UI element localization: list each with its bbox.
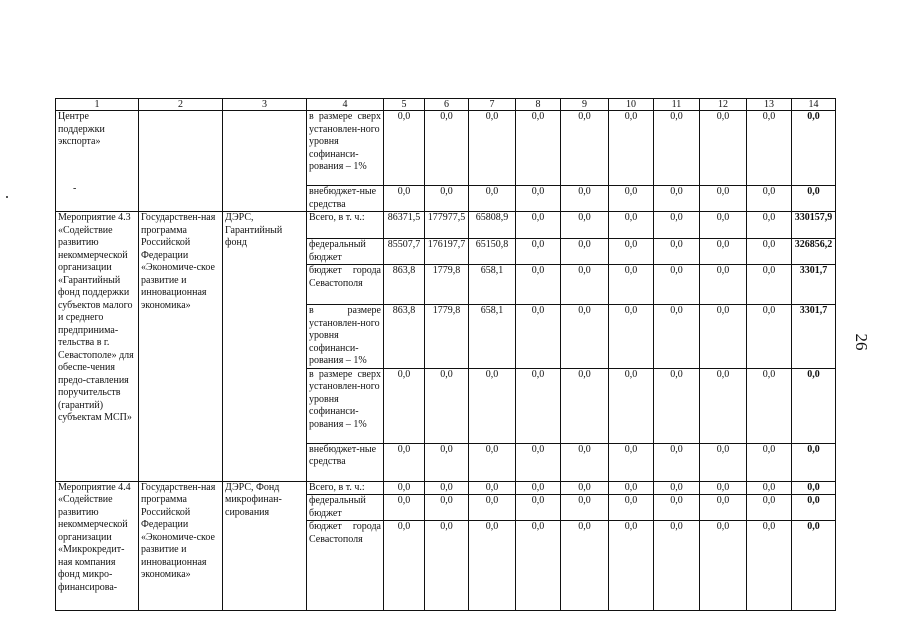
year-value-cell: 0,0 — [561, 443, 609, 481]
table-row — [56, 212, 836, 239]
year-value-cell: 0,0 — [469, 186, 516, 212]
year-value-cell: 0,0 — [747, 265, 792, 305]
year-value-cell: 65150,8 — [469, 239, 516, 265]
year-value-cell: 0,0 — [700, 239, 747, 265]
year-value-cell: 0,0 — [654, 368, 700, 443]
year-value-cell: 176197,7 — [425, 239, 469, 265]
year-value-cell: 0,0 — [654, 495, 700, 521]
year-value-cell: 86371,5 — [384, 212, 425, 239]
year-value-cell: 0,0 — [516, 186, 561, 212]
year-value-cell: 0,0 — [425, 186, 469, 212]
program-cell — [139, 111, 223, 212]
year-value-cell: 0,0 — [561, 265, 609, 305]
year-value-cell: 0,0 — [700, 368, 747, 443]
year-value-cell: 0,0 — [425, 443, 469, 481]
year-value-cell: 0,0 — [609, 305, 654, 369]
year-value-cell: 0,0 — [747, 186, 792, 212]
year-value-cell: 0,0 — [561, 111, 609, 186]
year-value-cell: 0,0 — [609, 368, 654, 443]
year-value-cell: 0,0 — [384, 521, 425, 611]
year-value-cell: 0,0 — [516, 443, 561, 481]
funding-source-cell: Всего, в т. ч.: — [307, 212, 384, 239]
year-value-cell: 0,0 — [384, 443, 425, 481]
year-value-cell: 0,0 — [469, 443, 516, 481]
year-value-cell: 863,8 — [384, 305, 425, 369]
total-value-cell: 0,0 — [792, 521, 836, 611]
year-value-cell: 0,0 — [654, 212, 700, 239]
year-value-cell: 0,0 — [561, 239, 609, 265]
column-header-7: 7 — [469, 99, 516, 111]
year-value-cell: 0,0 — [654, 111, 700, 186]
year-value-cell: 863,8 — [384, 265, 425, 305]
program-cell: Государствен-ная программа Российской Федерации «Экономиче-ское развитие и инновационная экономика» — [139, 212, 223, 482]
year-value-cell: 0,0 — [609, 443, 654, 481]
year-value-cell: 0,0 — [384, 481, 425, 495]
year-value-cell: 0,0 — [654, 443, 700, 481]
year-value-cell: 0,0 — [384, 186, 425, 212]
year-value-cell: 0,0 — [516, 111, 561, 186]
year-value-cell: 177977,5 — [425, 212, 469, 239]
column-header-11: 11 — [654, 99, 700, 111]
year-value-cell: 0,0 — [700, 265, 747, 305]
total-value-cell: 0,0 — [792, 368, 836, 443]
total-value-cell: 0,0 — [792, 111, 836, 186]
year-value-cell: 0,0 — [700, 481, 747, 495]
year-value-cell: 0,0 — [654, 481, 700, 495]
table-row — [56, 111, 836, 186]
executor-cell: ДЭРС, Фонд микрофинан-сирования — [223, 481, 307, 611]
year-value-cell: 0,0 — [747, 368, 792, 443]
activity-name-cell: Центре поддержки экспорта» — [56, 111, 139, 212]
year-value-cell: 0,0 — [561, 521, 609, 611]
year-value-cell: 0,0 — [654, 239, 700, 265]
year-value-cell: 0,0 — [516, 368, 561, 443]
year-value-cell: 0,0 — [561, 186, 609, 212]
activity-name-cell: Мероприятие 4.4 «Содействие развитию некоммерческой организации «Микрокредит-ная компания фонд микро-финансирова- — [56, 481, 139, 611]
executor-cell — [223, 111, 307, 212]
year-value-cell: 0,0 — [609, 212, 654, 239]
year-value-cell: 0,0 — [516, 521, 561, 611]
year-value-cell: 1779,8 — [425, 265, 469, 305]
total-value-cell: 326856,2 — [792, 239, 836, 265]
year-value-cell: 0,0 — [700, 186, 747, 212]
year-value-cell: 0,0 — [609, 521, 654, 611]
year-value-cell: 0,0 — [747, 111, 792, 186]
year-value-cell: 0,0 — [609, 481, 654, 495]
year-value-cell: 0,0 — [700, 305, 747, 369]
year-value-cell: 0,0 — [516, 495, 561, 521]
funding-source-cell: внебюджет-ные средства — [307, 186, 384, 212]
year-value-cell: 0,0 — [747, 239, 792, 265]
year-value-cell: 0,0 — [654, 305, 700, 369]
year-value-cell: 0,0 — [561, 212, 609, 239]
year-value-cell: 0,0 — [516, 481, 561, 495]
year-value-cell: 658,1 — [469, 305, 516, 369]
year-value-cell: 0,0 — [469, 111, 516, 186]
column-header-5: 5 — [384, 99, 425, 111]
year-value-cell: 0,0 — [469, 368, 516, 443]
year-value-cell: 0,0 — [469, 495, 516, 521]
table-row — [56, 481, 836, 495]
year-value-cell: 0,0 — [425, 481, 469, 495]
activity-name-cell: Мероприятие 4.3 «Содействие развитию некоммерческой организации «Гарантийный фонд поддержки субъектов малого и среднего предпринима-тельства в г. Севастополе» для обеспе-чения предо-ставления поручительств (гарантий) субъектам МСП» — [56, 212, 139, 482]
total-value-cell: 3301,7 — [792, 305, 836, 369]
year-value-cell: 0,0 — [654, 265, 700, 305]
funding-source-cell: федеральный бюджет — [307, 495, 384, 521]
page-number: 26 — [852, 333, 871, 351]
budget-table — [55, 98, 836, 611]
year-value-cell: 0,0 — [609, 186, 654, 212]
year-value-cell: 0,0 — [700, 212, 747, 239]
funding-source-cell: бюджет города Севастополя — [307, 521, 384, 611]
total-value-cell: 0,0 — [792, 495, 836, 521]
funding-source-cell: Всего, в т. ч.: — [307, 481, 384, 495]
year-value-cell: 0,0 — [654, 521, 700, 611]
column-header-12: 12 — [700, 99, 747, 111]
funding-source-cell: бюджет города Севастополя — [307, 265, 384, 305]
year-value-cell: 0,0 — [747, 443, 792, 481]
funding-source-cell: в размере сверх установлен-ного уровня софинанси-рования – 1% — [307, 111, 384, 186]
year-value-cell: 0,0 — [561, 305, 609, 369]
column-header-6: 6 — [425, 99, 469, 111]
year-value-cell: 0,0 — [561, 495, 609, 521]
year-value-cell: 0,0 — [425, 495, 469, 521]
year-value-cell: 0,0 — [700, 521, 747, 611]
year-value-cell: 0,0 — [700, 495, 747, 521]
funding-source-cell: в размере установлен-ного уровня софинанси-рования – 1% — [307, 305, 384, 369]
funding-source-cell: федеральный бюджет — [307, 239, 384, 265]
year-value-cell: 0,0 — [561, 368, 609, 443]
funding-source-cell: внебюджет-ные средства — [307, 443, 384, 481]
stray-mark: - — [73, 183, 77, 194]
total-value-cell: 0,0 — [792, 186, 836, 212]
column-header-10: 10 — [609, 99, 654, 111]
scan-speck — [6, 196, 8, 198]
budget-table-sheet — [55, 98, 836, 611]
funding-source-cell: в размере сверх установлен-ного уровня софинанси-рования – 1% — [307, 368, 384, 443]
year-value-cell: 0,0 — [425, 368, 469, 443]
column-header-14: 14 — [792, 99, 836, 111]
year-value-cell: 0,0 — [747, 521, 792, 611]
column-header-8: 8 — [516, 99, 561, 111]
year-value-cell: 0,0 — [609, 111, 654, 186]
year-value-cell: 0,0 — [747, 305, 792, 369]
year-value-cell: 0,0 — [384, 495, 425, 521]
column-header-1: 1 — [56, 99, 139, 111]
year-value-cell: 0,0 — [384, 111, 425, 186]
year-value-cell: 0,0 — [700, 111, 747, 186]
column-number-row — [56, 99, 836, 111]
year-value-cell: 658,1 — [469, 265, 516, 305]
year-value-cell: 0,0 — [384, 368, 425, 443]
year-value-cell: 0,0 — [609, 239, 654, 265]
year-value-cell: 0,0 — [469, 521, 516, 611]
year-value-cell: 0,0 — [516, 265, 561, 305]
year-value-cell: 85507,7 — [384, 239, 425, 265]
column-header-13: 13 — [747, 99, 792, 111]
year-value-cell: 0,0 — [561, 481, 609, 495]
year-value-cell: 0,0 — [516, 212, 561, 239]
year-value-cell: 0,0 — [700, 443, 747, 481]
year-value-cell: 0,0 — [516, 305, 561, 369]
year-value-cell: 0,0 — [425, 111, 469, 186]
column-header-4: 4 — [307, 99, 384, 111]
year-value-cell: 0,0 — [609, 495, 654, 521]
column-header-3: 3 — [223, 99, 307, 111]
year-value-cell: 0,0 — [747, 481, 792, 495]
total-value-cell: 3301,7 — [792, 265, 836, 305]
column-header-2: 2 — [139, 99, 223, 111]
year-value-cell: 0,0 — [516, 239, 561, 265]
year-value-cell: 0,0 — [654, 186, 700, 212]
total-value-cell: 0,0 — [792, 481, 836, 495]
executor-cell: ДЭРС, Гарантийный фонд — [223, 212, 307, 482]
program-cell: Государствен-ная программа Российской Федерации «Экономиче-ское развитие и инновационная экономика» — [139, 481, 223, 611]
year-value-cell: 0,0 — [747, 212, 792, 239]
table-body — [56, 111, 836, 611]
year-value-cell: 65808,9 — [469, 212, 516, 239]
year-value-cell: 0,0 — [747, 495, 792, 521]
year-value-cell: 0,0 — [469, 481, 516, 495]
total-value-cell: 330157,9 — [792, 212, 836, 239]
year-value-cell: 1779,8 — [425, 305, 469, 369]
column-header-9: 9 — [561, 99, 609, 111]
year-value-cell: 0,0 — [609, 265, 654, 305]
total-value-cell: 0,0 — [792, 443, 836, 481]
year-value-cell: 0,0 — [425, 521, 469, 611]
